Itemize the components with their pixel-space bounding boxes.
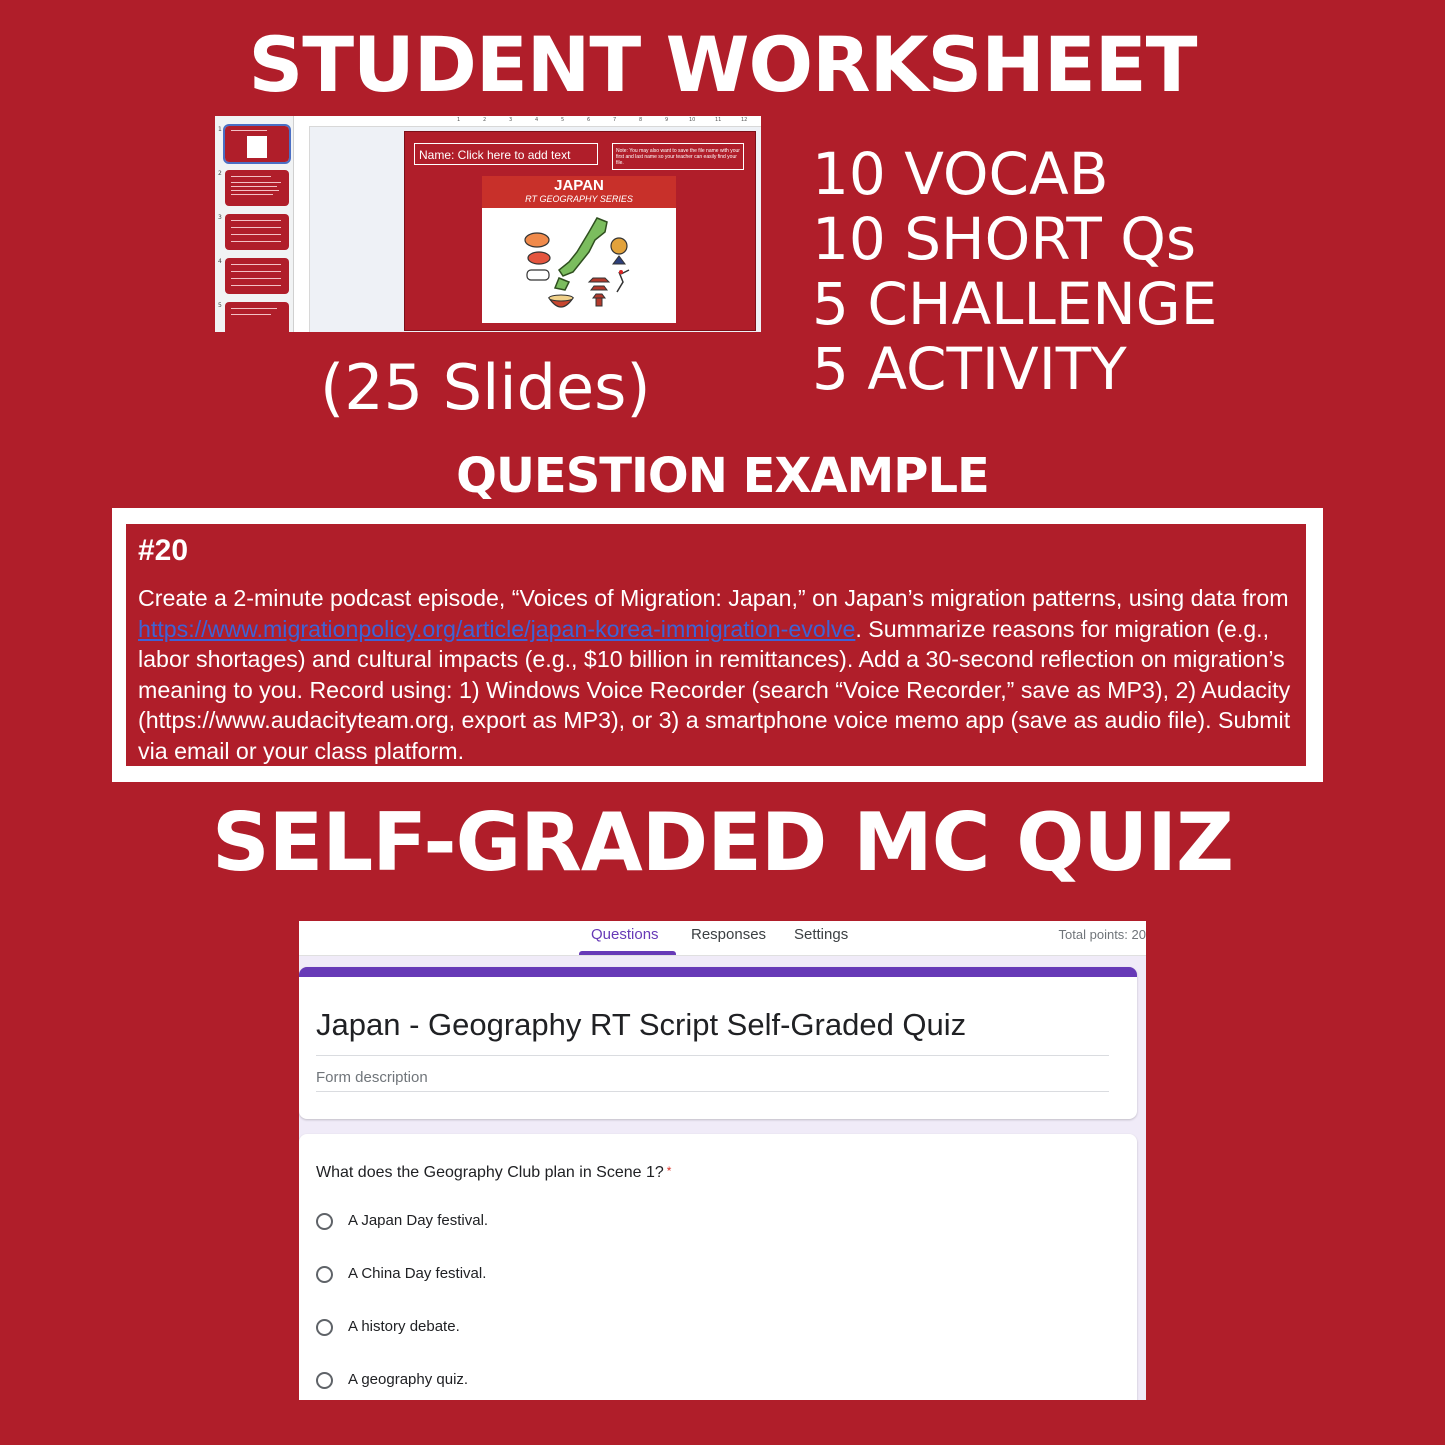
ruler-number: 11 [715,117,722,123]
option-label: A history debate. [348,1318,460,1335]
vertical-ruler [301,126,310,332]
question-example-frame [112,508,1323,782]
question-text-intro: Create a 2-minute podcast episode, “Voices of Migration: Japan,” on Japan’s migration patterns, using data from [138,585,1289,611]
japan-illustration-icon [519,212,639,320]
migration-policy-link[interactable]: https://www.migrationpolicy.org/article/japan-korea-immigration-evolve [138,615,856,642]
slide-count-label: (25 Slides) [320,351,651,424]
question-text-rest: . Summarize reasons for migration (e.g., labor shortages) and cultural impacts (e.g., $10 billion in remittances). Add a 30-second reflection on migration’s meaning to you. Record using: 1) Windows Voice Recorder (search “Voice Recorder,” save as MP3), 2) Audacity (https://www.audacityteam.org, export as MP3), or 3) a smartphone voice memo app (save as audio file). Submit via email or your class platform. [138,615,1291,764]
total-points: Total points: 20 [1058,927,1146,942]
title-divider [316,1055,1109,1056]
ruler-number: 3 [509,117,513,123]
question-number: #20 [138,534,189,567]
ruler-number: 6 [587,117,591,123]
slide-thumbnail-3[interactable] [225,214,289,250]
radio-button[interactable] [316,1372,333,1389]
slide-thumbnail-strip [215,116,294,332]
file-name-note: Note: You may also want to save the file name with your first and last name so your teacher can easily find your file. [612,143,744,170]
stat-challenge: 5 CHALLENGE [812,270,1218,338]
ruler-number: 5 [561,117,565,123]
current-slide[interactable] [404,131,756,331]
option-label: A Japan Day festival. [348,1212,489,1229]
ruler-number: 8 [639,117,643,123]
question-body [138,583,1306,766]
ruler-number: 4 [535,117,539,123]
question-title-text: What does the Geography Club plan in Scene 1? [316,1164,664,1181]
ruler-number: 2 [483,117,487,123]
radio-button[interactable] [316,1213,333,1230]
option-label: A China Day festival. [348,1265,487,1282]
form-tab-bar [299,921,1146,956]
ruler-number: 10 [689,117,696,123]
description-divider [316,1091,1109,1092]
form-description-field[interactable]: Form description [316,1069,428,1086]
name-text-box[interactable]: Name: Click here to add text [414,143,598,165]
slide-number: 3 [218,214,222,221]
form-title[interactable]: Japan - Geography RT Script Self-Graded Quiz [316,1007,967,1042]
question-card[interactable] [299,1134,1137,1400]
question-example-heading: QUESTION EXAMPLE [456,448,989,504]
tab-responses[interactable]: Responses [691,926,767,943]
stat-vocab: 10 VOCAB [812,140,1109,208]
slide-number: 1 [218,126,222,133]
slide-number: 4 [218,258,222,265]
question-example-card [126,524,1306,766]
slide-number: 2 [218,170,222,177]
ruler-number: 7 [613,117,617,123]
form-title-card[interactable] [299,967,1137,1119]
radio-button[interactable] [316,1319,333,1336]
google-form-screenshot [299,921,1146,1400]
slide-thumbnail-2[interactable] [225,170,289,206]
active-tab-indicator [579,951,676,955]
stat-short-questions: 10 SHORT Qs [812,205,1197,273]
horizontal-ruler [301,116,761,127]
slide-number: 5 [218,302,222,309]
slide-thumbnail-4[interactable] [225,258,289,294]
ruler-number: 9 [665,117,669,123]
tab-settings[interactable]: Settings [794,926,849,943]
radio-button[interactable] [316,1266,333,1283]
quiz-heading: SELF-GRADED MC QUIZ [211,796,1234,889]
question-title [316,1164,671,1182]
slide-thumbnail-1[interactable] [225,126,289,162]
tab-questions[interactable]: Questions [591,926,659,943]
slide-thumbnail-5[interactable] [225,302,289,332]
worksheet-heading: STUDENT WORKSHEET [248,20,1197,109]
ruler-number: 12 [741,117,748,123]
cover-image [482,176,676,323]
ruler-number: 1 [457,117,461,123]
cover-title: JAPAN [554,177,604,194]
cover-subtitle: RT GEOGRAPHY SERIES [525,194,633,204]
stat-activity: 5 ACTIVITY [812,335,1127,403]
option-label: A geography quiz. [348,1371,469,1388]
required-asterisk: * [666,1164,672,1178]
